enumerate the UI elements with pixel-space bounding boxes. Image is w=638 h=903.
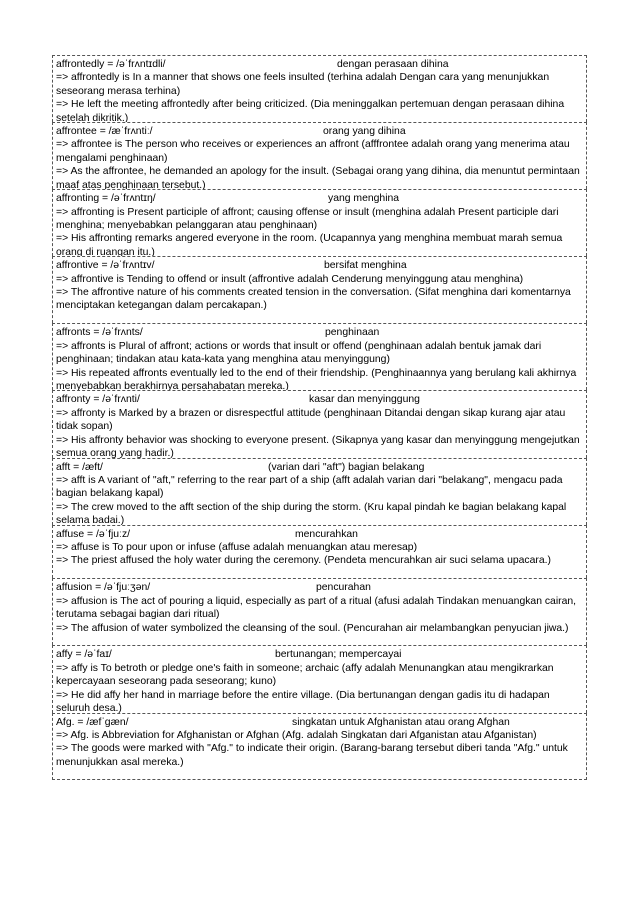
entry-example: => He did affy her hand in marriage before the entire village. (Dia bertunangan dengan gadis itu di hadapan seluruh desa.) <box>56 689 550 713</box>
dictionary-entry <box>52 189 587 256</box>
entry-headline <box>56 58 584 71</box>
entry-term: afft = /æft/ <box>56 461 103 473</box>
entry-example: => The affusion of water symbolized the cleansing of the soul. (Pencurahan air melambangkan penyucian jiwa.) <box>56 622 569 634</box>
entry-term: affy = /əˈfaɪ/ <box>56 649 112 661</box>
entry-term: affronts = /əˈfrʌnts/ <box>56 327 143 339</box>
entry-term: affrontee = /æˈfrʌntiː/ <box>56 126 153 138</box>
dictionary-entry <box>52 256 587 323</box>
dictionary-entry <box>52 122 587 189</box>
entry-definition: => affronts is Plural of affront; actions or words that insult or offend (penghinaan adalah bentuk jamak dari penghinaan; tindakan atau kata-kata yang menghina atau menyinggung) <box>56 340 542 366</box>
entry-meaning: mencurahkan <box>295 528 358 540</box>
entry-definition: => affrontee is The person who receives or experiences an affront (afffrontee adalah orang yang menerima atau mengalami penghinaan) <box>56 139 570 164</box>
entry-definition: => afft is A variant of "aft," referring to the rear part of a ship (afft adalah varian dari "belakang", mengacu pada bagian belakang kapal) <box>56 474 563 500</box>
entry-meaning: dengan perasaan dihina <box>337 59 449 70</box>
entry-example: => The goods were marked with "Afg." to indicate their origin. (Barang-barang tersebut diberi tanda "Afg." untuk menunjukkan asal mereka.) <box>56 743 568 768</box>
entry-term: affusion = /əˈfjuːʒən/ <box>56 582 151 594</box>
entry-term: Afg. = /æfˈgæn/ <box>56 716 129 728</box>
entry-definition: => affrontive is Tending to offend or insult (affrontive adalah Cenderung menyinggung atau menghina) <box>56 273 524 285</box>
entry-meaning: bertunangan; mempercayai <box>275 649 402 661</box>
dictionary-entry <box>52 645 587 712</box>
entry-headline <box>56 716 584 729</box>
entry-term: affuse = /əˈfjuːz/ <box>56 528 131 540</box>
entry-example: => His affronting remarks angered everyone in the room. (Ucapannya yang menghina membuat marah semua orang di ruangan itu.) <box>56 233 563 257</box>
entry-term: affrontive = /əˈfrʌntɪv/ <box>56 260 155 272</box>
entry-term: affrontedly = /əˈfrʌntɪdli/ <box>56 59 166 70</box>
entry-definition: => affy is To betroth or pledge one's faith in someone; archaic (affy adalah Menunangkan atau mengikrarkan kepercayaan seseorang pada seseorang; kuno) <box>56 662 554 688</box>
dictionary-entry <box>52 525 587 579</box>
entry-headline <box>56 259 584 272</box>
entry-headline <box>56 528 584 541</box>
entry-example: => The priest affused the holy water during the ceremony. (Pendeta mencurahkan air suci selama upacara.) <box>56 555 551 567</box>
entry-headline <box>56 393 584 406</box>
entry-definition: => affronting is Present participle of affront; causing offense or insult (menghina adalah Present participle dari menghina; menyebabkan pelanggaran atau penghinaan) <box>56 206 559 231</box>
dictionary-entry <box>52 713 587 780</box>
entry-definition: => affuse is To pour upon or infuse (affuse adalah menuangkan atau meresap) <box>56 542 418 554</box>
entry-meaning: orang yang dihina <box>323 126 406 138</box>
entry-headline <box>56 125 584 138</box>
entry-example: => The crew moved to the afft section of the ship during the storm. (Kru kapal pindah ke bagian belakang kapal selama badai.) <box>56 501 567 525</box>
dictionary-sheet <box>52 55 587 780</box>
entry-meaning: kasar dan menyinggung <box>309 394 420 406</box>
dictionary-entry <box>52 390 587 457</box>
entry-meaning: yang menghina <box>328 193 400 205</box>
entry-example: => His repeated affronts eventually led to the end of their friendship. (Penghinaannya yang berulang kali akhirnya menyebabkan berakhirnya persahabatan mereka.) <box>56 367 577 391</box>
entry-example: => The affrontive nature of his comments created tension in the conversation. (Sifat menghina dari komentarnya menciptakan ketegangan dalam percakapan.) <box>56 287 571 312</box>
entry-meaning: singkatan untuk Afghanistan atau orang Afghan <box>292 716 510 728</box>
entry-meaning: penghinaan <box>325 327 380 339</box>
entry-meaning: bersifat menghina <box>324 260 407 272</box>
entry-term: affronty = /əˈfrʌnti/ <box>56 394 140 406</box>
entry-headline <box>56 326 584 339</box>
entry-headline <box>56 581 584 594</box>
entry-definition: => affrontedly is In a manner that shows one feels insulted (terhina adalah Dengan cara yang menunjukkan seseorang merasa terhina) <box>56 72 550 97</box>
entry-headline <box>56 192 584 205</box>
entry-definition: => affronty is Marked by a brazen or disrespectful attitude (penghinaan Ditandai dengan sikap kurang ajar atau tidak sopan) <box>56 407 566 433</box>
entry-term: affronting = /əˈfrʌntɪŋ/ <box>56 193 156 205</box>
dictionary-entry <box>52 55 587 122</box>
entry-example: => As the affrontee, he demanded an apology for the insult. (Sebagai orang yang dihina, dia menuntut permintaan maaf atas penghinaan tersebut.) <box>56 166 580 190</box>
entry-definition: => Afg. is Abbreviation for Afghanistan or Afghan (Afg. adalah Singkatan dari Afganistan atau Afganistan) <box>56 729 537 741</box>
dictionary-entry <box>52 458 587 525</box>
entry-headline <box>56 461 584 474</box>
entry-meaning: pencurahan <box>316 582 371 594</box>
entry-headline <box>56 648 584 661</box>
entry-example: => He left the meeting affrontedly after being criticized. (Dia meninggalkan pertemuan dengan perasaan dihina setelah dikritik.) <box>56 99 565 123</box>
entry-definition: => affusion is The act of pouring a liquid, especially as part of a ritual (afusi adalah Tindakan menuangkan cairan, terutama sebagai bagian dari ritual) <box>56 595 577 621</box>
entry-meaning: (varian dari "aft") bagian belakang <box>268 461 425 473</box>
dictionary-entry <box>52 323 587 390</box>
entry-example: => His affronty behavior was shocking to everyone present. (Sikapnya yang kasar dan menyinggung mengejutkan semua orang yang hadir.) <box>56 434 580 458</box>
dictionary-entry <box>52 578 587 645</box>
